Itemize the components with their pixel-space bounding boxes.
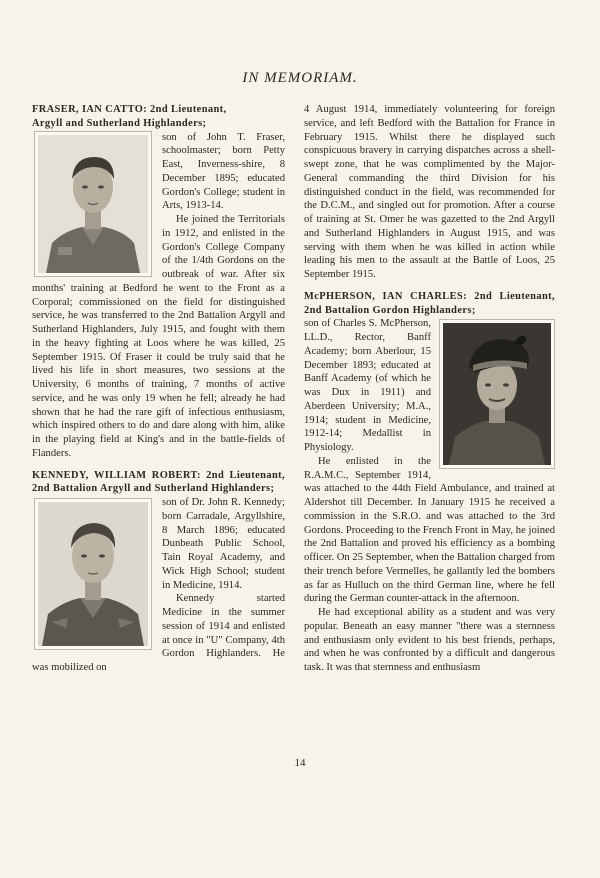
kennedy-portrait: [34, 498, 152, 650]
right-column: [304, 103, 555, 675]
mcpherson-bio-intro: son of Charles S. McPherson, LL.D., Rector, Banff Academy; born Aberlour, 15 December 1893; educated at Banff Academy (of which he was Dux in 1911) and Aberdeen University; M.A., 1914; student in Medicine, 1912-14; Medallist in Physiology.: [304, 318, 431, 453]
fraser-heading-line2: Argyll and Sutherland Highlanders;: [32, 117, 207, 129]
page-number: 14: [294, 757, 306, 769]
fraser-bio-service: He joined the Territorials in 1912, and enlisted in the Gordon's College Company of the 1/4th Gordons on the outbreak of war. After six months' training at Bedford he went to the Front as a Corporal; commissioned on the field for distinguished service, he was transferred to the 2nd Battalion Argyll and Sutherland Highlanders, July 1915, and fought with them in the heavy fighting at Loos where he was killed, 25 September 1915. Of Fraser it could be truly said that he lived his life in short measures, two sessions at the University, 6 months of training, 7 months of active service, and he was only 19 when he fell; already he had shown that he had the rare gift of infectious enthusiasm, which inspired others to do and dare along with him, alike in the playing field at King's and in the battle-fields of Flanders.: [32, 214, 285, 459]
mcpherson-bio-character: He had exceptional ability as a student and was very popular. Beneath an easy manner "there was a sternness and enthusiasm only evident to his best friends, perhaps, and when he was confronted by a difficult and dangerous task. It was that sternness and enthusiasm: [304, 607, 555, 673]
fraser-heading-line1: FRASER, IAN CATTO: 2nd Lieutenant,: [32, 104, 227, 115]
mcpherson-portrait-image: [443, 323, 551, 465]
fraser-portrait: [34, 131, 152, 277]
fraser-bio-intro: son of John T. Fraser, schoolmaster; born Petty East, Inverness-shire, 8 December 1895; educated Gordon's College; student in Arts, 1913-14.: [162, 131, 285, 212]
kennedy-heading: KENNEDY, WILLIAM ROBERT: 2nd Lieutenant, 2nd Battalion Argyll and Sutherland Highlanders;: [32, 469, 285, 495]
kennedy-portrait-image: [38, 502, 148, 646]
kennedy-bio-service: Kennedy started Medicine in the summer session of 1914 and enlisted at once in "U" Company, 4th Gordon Highlanders. He was mobilized on: [32, 593, 285, 673]
left-column: [32, 103, 285, 675]
page-heading: IN MEMORIAM.: [242, 70, 358, 86]
fraser-portrait-image: [38, 135, 148, 273]
fraser-bio-continued: 4 August 1914, immediately volunteering for foreign service, and left Bedford with the Battalion for France in February 1915. Whilst there he displayed such conspicuous bravery in carrying dispatches across a shell-swept zone, that he was complimented by the Major-General commanding the third Division for his distinguished conduct in the field, was recommended for the D.C.M., and singled out for promotion. After a course of training at St. Omer he was gazetted to the 2nd Argyll and Sutherland Highlanders in August 1915, and was serving with them when he was killed in action while leading his men to the assault at the Battle of Loos, 25 September 1915.: [304, 104, 555, 280]
mcpherson-portrait: [439, 319, 555, 469]
fraser-heading: [32, 103, 285, 131]
mcpherson-heading: McPHERSON, IAN CHARLES: 2nd Lieutenant, 2nd Battalion Gordon Highlanders;: [304, 290, 555, 316]
kennedy-bio-intro: son of Dr. John R. Kennedy; born Carradale, Argyllshire, 8 March 1896; educated Dunbeath Public School, Tain Royal Academy, and Wick High School; student in Medicine, 1914.: [162, 497, 285, 591]
mcpherson-bio-service: He enlisted in the R.A.M.C., September 1914, was attached to the 44th Field Ambulance, and trained at Aldershot till December. In January 1915 he received a commission in the S.R.O. and was attached to the 3rd Gordons. Proceeding to the French Front in May, he joined the 2nd Battalion and proved his efficiency as a bombing officer. On 25 September, when the Battalion charged from their trench before Vermelles, he gallantly led the bombers as far as Hulluch on the third German line, where he fell during the German counter-attack in the afternoon.: [304, 455, 556, 605]
